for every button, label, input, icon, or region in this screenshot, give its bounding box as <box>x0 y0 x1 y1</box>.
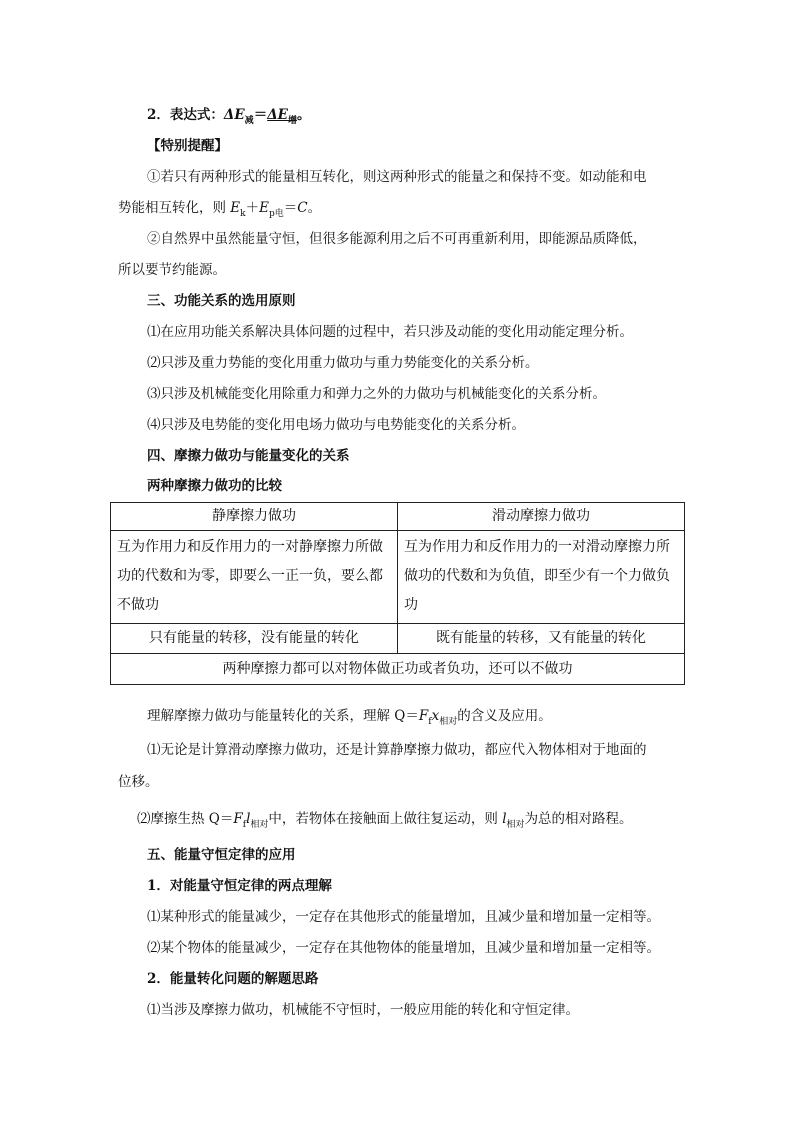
section5-1-item-2: ⑵某个物体的能量减少，一定存在其他物体的能量增加，且减少量和增加量一定相等。 <box>147 940 660 956</box>
subscript: f <box>428 717 432 727</box>
equals-sign: ＝ <box>253 107 268 123</box>
header-sliding-friction: 滑动摩擦力做功 <box>398 503 685 531</box>
symbol-l: l <box>246 811 251 827</box>
text: 的含义及应用。 <box>457 708 552 724</box>
text: 势能相互转化，则 <box>118 200 231 216</box>
cell-static-energy: 只有能量的转移，没有能量的转化 <box>111 624 398 654</box>
equals-sign: ＝ <box>283 200 298 216</box>
symbol-ff: F <box>418 708 429 724</box>
plus-sign: ＋ <box>245 200 260 216</box>
understand-1-line1: ⑴无论是计算滑动摩擦力做功，还是计算静摩擦力做功，都应代入物体相对于地面的 <box>147 742 647 758</box>
period: 。 <box>296 107 311 123</box>
section4-title: 四、摩擦力做功与能量变化的关系 <box>147 448 350 464</box>
symbol-ep: E <box>259 200 269 216</box>
tip2-line1: ②自然界中虽然能量守恒，但很多能源利用之后不可再重新利用，即能源品质降低， <box>147 231 647 247</box>
delta-e-increase: ΔE <box>267 107 288 123</box>
subscript: f <box>242 820 247 830</box>
table-row <box>111 624 685 654</box>
symbol-c: C <box>297 200 308 216</box>
subscript: 增 <box>287 116 297 126</box>
understand-1-line2: 位移。 <box>118 774 159 790</box>
period: 。 <box>307 200 322 216</box>
section5-1-item-1: ⑴某种形式的能量减少，一定存在其他形式的能量增加，且减少量和增加量一定相等。 <box>147 909 660 925</box>
section5-1-title: 1．对能量守恒定律的两点理解 <box>147 878 332 894</box>
text: 中，若物体在接触面上做往复运动，则 <box>268 811 503 827</box>
section3-item-2: ⑵只涉及重力势能的变化用重力做功与重力势能变化的关系分析。 <box>147 355 539 371</box>
expression-label: 2．表达式： <box>147 107 224 123</box>
friction-comparison-table <box>110 502 685 685</box>
section3-item-4: ⑷只涉及电势能的变化用电场力做功与电势能变化的关系分析。 <box>147 417 525 433</box>
expression-line <box>147 105 310 127</box>
understand-2-line <box>137 809 633 831</box>
tip-heading: 【特别提醒】 <box>147 138 228 154</box>
section3-title: 三、功能关系的选用原则 <box>147 293 296 309</box>
table-header-row <box>111 503 685 531</box>
cell-static-work-sum: 互为作用力和反作用力的一对静摩擦力所做功的代数和为零，即要么一正一负，要么都不做功 <box>111 531 398 624</box>
cell-both-summary: 两种摩擦力都可以对物体做正功或者负功，还可以不做功 <box>111 654 685 685</box>
tip2-line2: 所以要节约能源。 <box>118 262 226 278</box>
text: 为总的相对路程。 <box>524 811 633 827</box>
section5-title: 五、能量守恒定律的应用 <box>147 847 296 863</box>
cell-sliding-work-sum: 互为作用力和反作用力的一对滑动摩擦力所做功的代数和为负值，即至少有一个力做负功 <box>398 531 685 624</box>
delta-e-decrease: ΔE <box>223 107 245 123</box>
table-row <box>111 531 685 624</box>
tip1-line1: ①若只有两种形式的能量相互转化，则这两种形式的能量之和保持不变。如动能和电 <box>147 169 647 185</box>
section3-item-3: ⑶只涉及机械能变化用除重力和弹力之外的力做功与机械能变化的关系分析。 <box>147 386 606 402</box>
table-row <box>111 654 685 685</box>
symbol-ff: F <box>233 811 243 827</box>
section5-2-title: 2．能量转化问题的解题思路 <box>147 971 319 987</box>
subscript: 减 <box>244 116 254 126</box>
cell-sliding-energy: 既有能量的转移，又有能量的转化 <box>398 624 685 654</box>
subscript: 相对 <box>439 717 458 727</box>
text: 理解摩擦力做功与能量转化的关系，理解 Q＝ <box>147 708 419 724</box>
understand-line <box>147 706 552 728</box>
text: ⑵摩擦生热 Q＝ <box>137 811 234 827</box>
tip1-line2 <box>118 198 321 220</box>
section5-2-item-1: ⑴当涉及摩擦力做功，机械能不守恒时，一般应用能的转化和守恒定律。 <box>147 1002 579 1018</box>
subscript: k <box>240 209 246 219</box>
symbol-l: l <box>502 811 507 827</box>
header-static-friction: 静摩擦力做功 <box>111 503 398 531</box>
symbol-ek: E <box>230 200 241 216</box>
subscript: 相对 <box>506 820 525 830</box>
symbol-x: x <box>431 708 440 724</box>
section3-item-1: ⑴在应用功能关系解决具体问题的过程中，若只涉及动能的变化用动能定理分析。 <box>147 324 633 340</box>
subscript: p电 <box>268 209 284 219</box>
table-caption: 两种摩擦力做功的比较 <box>147 478 282 494</box>
subscript: 相对 <box>250 820 269 830</box>
